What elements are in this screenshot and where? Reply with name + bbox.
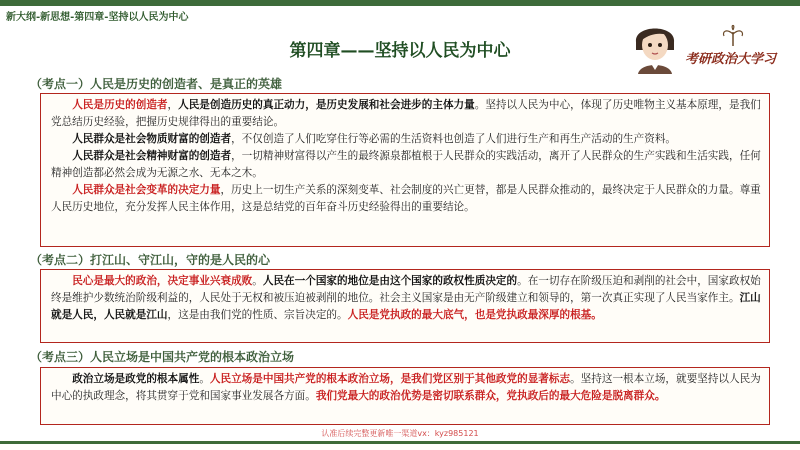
paragraph (51, 131, 761, 148)
content-box (40, 367, 770, 425)
key-point-highlight: 人民群众是社会变革的决定力量 (72, 184, 221, 196)
key-point-highlight: 我们党最大的政治优势是密切联系群众，党执政后的最大危险是脱离群众。 (315, 390, 666, 402)
section-heading: （考点一）人民是历史的创造者、是真正的英雄 (30, 77, 283, 91)
body-text: 。坚持以人民为中心，体现了历史唯物主义基本原理，是我们党总结历史经验，把握历史规律得出的重要结论。 (51, 99, 761, 128)
breadcrumb: 新大纲-新思想-第四章-坚持以人民为中心 (6, 12, 189, 23)
key-point-highlight: 民心是最大的政治，决定事业兴衰成败 (72, 275, 253, 287)
avatar-illustration (630, 18, 680, 74)
key-point-bold: 政治立场是政党的根本属性 (72, 373, 200, 385)
key-point-bold: 人民是创造历史的真正动力，是历史发展和社会进步的主体力量 (178, 99, 475, 111)
body-text: ， (167, 99, 179, 111)
body-text: 。 (252, 275, 263, 287)
key-point-highlight: 人民是历史的创造者 (72, 99, 168, 111)
key-point-bold: 人民群众是社会精神财富的创造者 (72, 150, 232, 162)
key-point-bold: 人民群众是社会物质财富的创造者 (72, 133, 232, 145)
brand-logo (630, 18, 780, 74)
paragraph (51, 182, 761, 216)
section-heading: （考点二）打江山、守江山，守的是人民的心 (30, 253, 271, 267)
key-point-bold: 人民在一个国家的地位是由这个国家的政权性质决定的 (262, 275, 518, 287)
content-box (40, 269, 770, 343)
body-text: ，这是由我们党的性质、宗旨决定的。 (167, 309, 348, 321)
key-point-highlight: 人民是党执政的最大底气，也是党执政最深厚的根基。 (347, 309, 602, 321)
watermark: 认准后续完整更新唯一渠道vx：kyz985121 (321, 429, 479, 438)
body-text: 。在一切存在阶级压迫和剥削的社会中，国家政权始终是维护少数统治阶级利益的，人民处于无权和被压迫被剥削的地位。社会主义国家是由无产阶级建立和领导的，第一次真正实现了人民当家作主。 (51, 275, 761, 304)
footer-line (0, 441, 800, 444)
tree-icon (718, 24, 748, 46)
body-text: 。坚持这一根本立场，就要坚持以人民为中心的执政理念，将其贯穿于党和国家事业发展各方面。 (51, 373, 761, 402)
content-box (40, 93, 770, 247)
paragraph (51, 97, 761, 131)
paragraph (51, 371, 761, 405)
body-text: ，不仅创造了人们吃穿住行等必需的生活资料也创造了人们进行生产和再生产活动的生产资料。 (231, 133, 677, 145)
header-strip (0, 0, 800, 6)
body-text: ，历史上一切生产关系的深刻变革、社会制度的兴亡更替，都是人民群众推动的，最终决定于人民群众的力量。尊重人民历史地位，充分发挥人民主体作用，这是总结党的百年奋斗历史经验得出的重要结论。 (51, 184, 761, 213)
body-text: 。 (199, 373, 210, 385)
section-heading: （考点三）人民立场是中国共产党的根本政治立场 (30, 350, 295, 364)
paragraph (51, 148, 761, 182)
key-point-bold: 江山就是人民，人民就是江山 (51, 292, 761, 321)
key-point-highlight: 人民立场是中国共产党的根本政治立场，是我们党区别于其他政党的显著标志 (209, 373, 571, 385)
logo-text: 考研政治大学习 (685, 52, 777, 67)
page-title: 第四章——坚持以人民为中心 (289, 41, 511, 61)
body-text: ，一切精神财富得以产生的最终源泉都植根于人民群众的实践活动，离开了人民群众的生产实践和生活实践，任何精神创造都必然会成为无源之水、无本之木。 (51, 150, 761, 179)
paragraph (51, 273, 761, 324)
